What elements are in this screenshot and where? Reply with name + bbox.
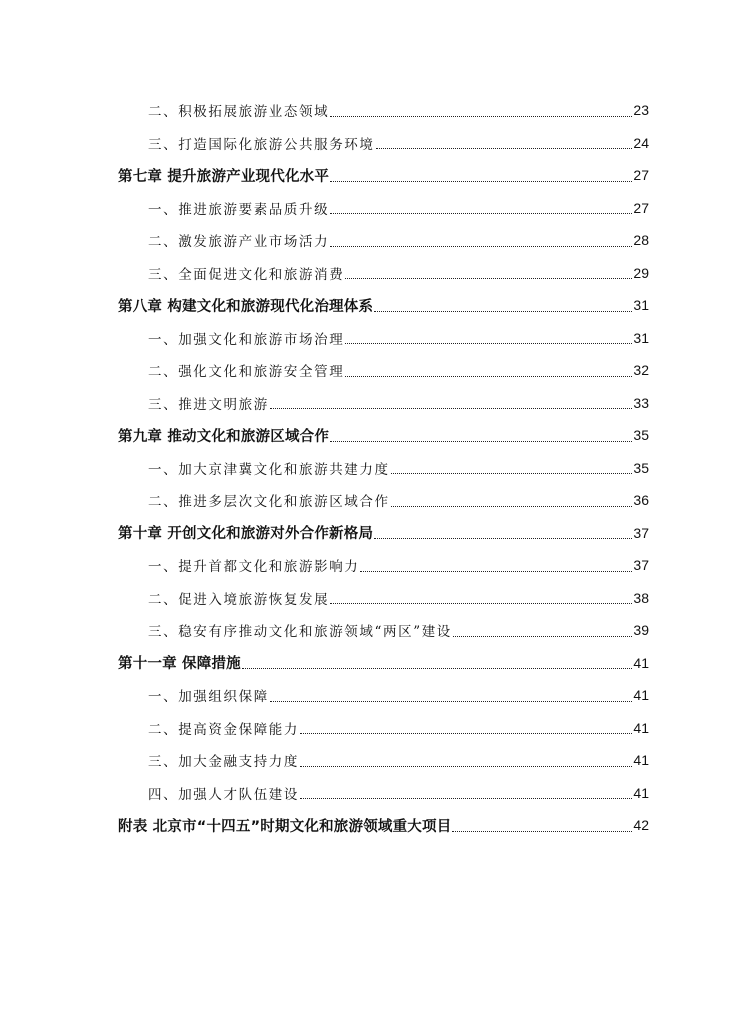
toc-section-entry (0, 679, 755, 712)
toc-entry-title: 二、激发旅游产业市场活力 (148, 234, 330, 251)
toc-page-number: 35 (633, 427, 649, 444)
toc-dot-leader (345, 375, 632, 377)
toc-dot-leader (391, 505, 633, 507)
toc-entry-title: 二、推进多层次文化和旅游区域合作 (148, 494, 390, 511)
toc-dot-leader (376, 147, 633, 149)
toc-page-number: 41 (633, 719, 649, 736)
toc-entry-title: 四、加强人才队伍建设 (148, 786, 299, 803)
toc-entry-title: 二、强化文化和旅游安全管理 (148, 364, 345, 381)
toc-section-entry (0, 387, 755, 420)
toc-page-number: 41 (633, 784, 649, 801)
toc-entry-title: 附表 北京市“十四五”时期文化和旅游领域重大项目 (118, 818, 452, 835)
toc-entry-title: 第七章 提升旅游产业现代化水平 (118, 168, 330, 185)
toc-section-entry (0, 777, 755, 810)
toc-dot-leader (452, 830, 632, 832)
toc-page-number: 39 (633, 622, 649, 639)
toc-chapter-entry (0, 289, 755, 322)
toc-section-entry (0, 127, 755, 160)
toc-section-entry (0, 549, 755, 582)
toc-dot-leader (330, 602, 632, 604)
toc-section-entry (0, 224, 755, 257)
toc-chapter-entry (0, 419, 755, 452)
toc-section-entry (0, 712, 755, 745)
toc-dot-leader (270, 407, 633, 409)
toc-page-number: 33 (633, 394, 649, 411)
toc-dot-leader (374, 310, 632, 312)
toc-chapter-entry (0, 517, 755, 550)
toc-section-entry (0, 354, 755, 387)
toc-chapter-entry (0, 647, 755, 680)
toc-page-number: 38 (633, 589, 649, 606)
toc-entry-title: 二、促进入境旅游恢复发展 (148, 591, 330, 608)
toc-dot-leader (300, 732, 632, 734)
toc-page-number: 29 (633, 264, 649, 281)
toc-page-number: 35 (633, 459, 649, 476)
toc-dot-leader (270, 700, 633, 702)
toc-section-entry (0, 484, 755, 517)
toc-dot-leader (330, 115, 632, 117)
toc-dot-leader (242, 667, 633, 669)
toc-entry-title: 三、打造国际化旅游公共服务环境 (148, 136, 375, 153)
toc-dot-leader (345, 277, 632, 279)
toc-page-number: 27 (633, 199, 649, 216)
toc-page-number: 41 (633, 687, 649, 704)
toc-dot-leader (300, 797, 632, 799)
toc-entry-title: 一、加强组织保障 (148, 689, 269, 706)
table-of-contents (0, 94, 755, 842)
toc-entry-title: 一、推进旅游要素品质升级 (148, 201, 330, 218)
toc-page-number: 23 (633, 102, 649, 119)
toc-dot-leader (374, 537, 632, 539)
toc-page-number: 37 (633, 524, 649, 541)
toc-section-entry (0, 257, 755, 290)
toc-section-entry (0, 94, 755, 127)
toc-page-number: 41 (633, 654, 649, 671)
toc-page-number: 28 (633, 232, 649, 249)
toc-entry-title: 三、稳安有序推动文化和旅游领域“两区”建设 (148, 624, 452, 641)
toc-section-entry (0, 452, 755, 485)
toc-entry-title: 第九章 推动文化和旅游区域合作 (118, 428, 330, 445)
toc-chapter-entry (0, 159, 755, 192)
toc-page-number: 27 (633, 167, 649, 184)
toc-chapter-entry (0, 809, 755, 842)
toc-dot-leader (391, 472, 633, 474)
toc-entry-title: 二、积极拓展旅游业态领域 (148, 104, 330, 121)
toc-dot-leader (345, 342, 632, 344)
toc-dot-leader (453, 635, 633, 637)
toc-entry-title: 二、提高资金保障能力 (148, 721, 299, 738)
toc-entry-title: 第十一章 保障措施 (118, 656, 241, 673)
toc-dot-leader (330, 180, 632, 182)
toc-entry-title: 三、推进文明旅游 (148, 396, 269, 413)
toc-page-number: 42 (633, 817, 649, 834)
toc-dot-leader (330, 245, 632, 247)
toc-section-entry (0, 744, 755, 777)
toc-dot-leader (330, 212, 632, 214)
toc-dot-leader (300, 765, 632, 767)
toc-dot-leader (360, 570, 632, 572)
toc-section-entry (0, 322, 755, 355)
toc-entry-title: 第八章 构建文化和旅游现代化治理体系 (118, 298, 374, 315)
toc-section-entry (0, 192, 755, 225)
toc-page-number: 31 (633, 329, 649, 346)
toc-section-entry (0, 614, 755, 647)
toc-dot-leader (330, 440, 632, 442)
toc-entry-title: 三、全面促进文化和旅游消费 (148, 266, 345, 283)
toc-entry-title: 第十章 开创文化和旅游对外合作新格局 (118, 526, 374, 543)
toc-entry-title: 三、加大金融支持力度 (148, 754, 299, 771)
toc-page-number: 37 (633, 557, 649, 574)
toc-page-number: 36 (633, 492, 649, 509)
toc-entry-title: 一、加大京津冀文化和旅游共建力度 (148, 461, 390, 478)
toc-section-entry (0, 582, 755, 615)
toc-page-number: 31 (633, 297, 649, 314)
toc-page-number: 24 (633, 134, 649, 151)
toc-page-number: 32 (633, 362, 649, 379)
toc-entry-title: 一、提升首都文化和旅游影响力 (148, 559, 360, 576)
toc-entry-title: 一、加强文化和旅游市场治理 (148, 331, 345, 348)
toc-page-number: 41 (633, 752, 649, 769)
